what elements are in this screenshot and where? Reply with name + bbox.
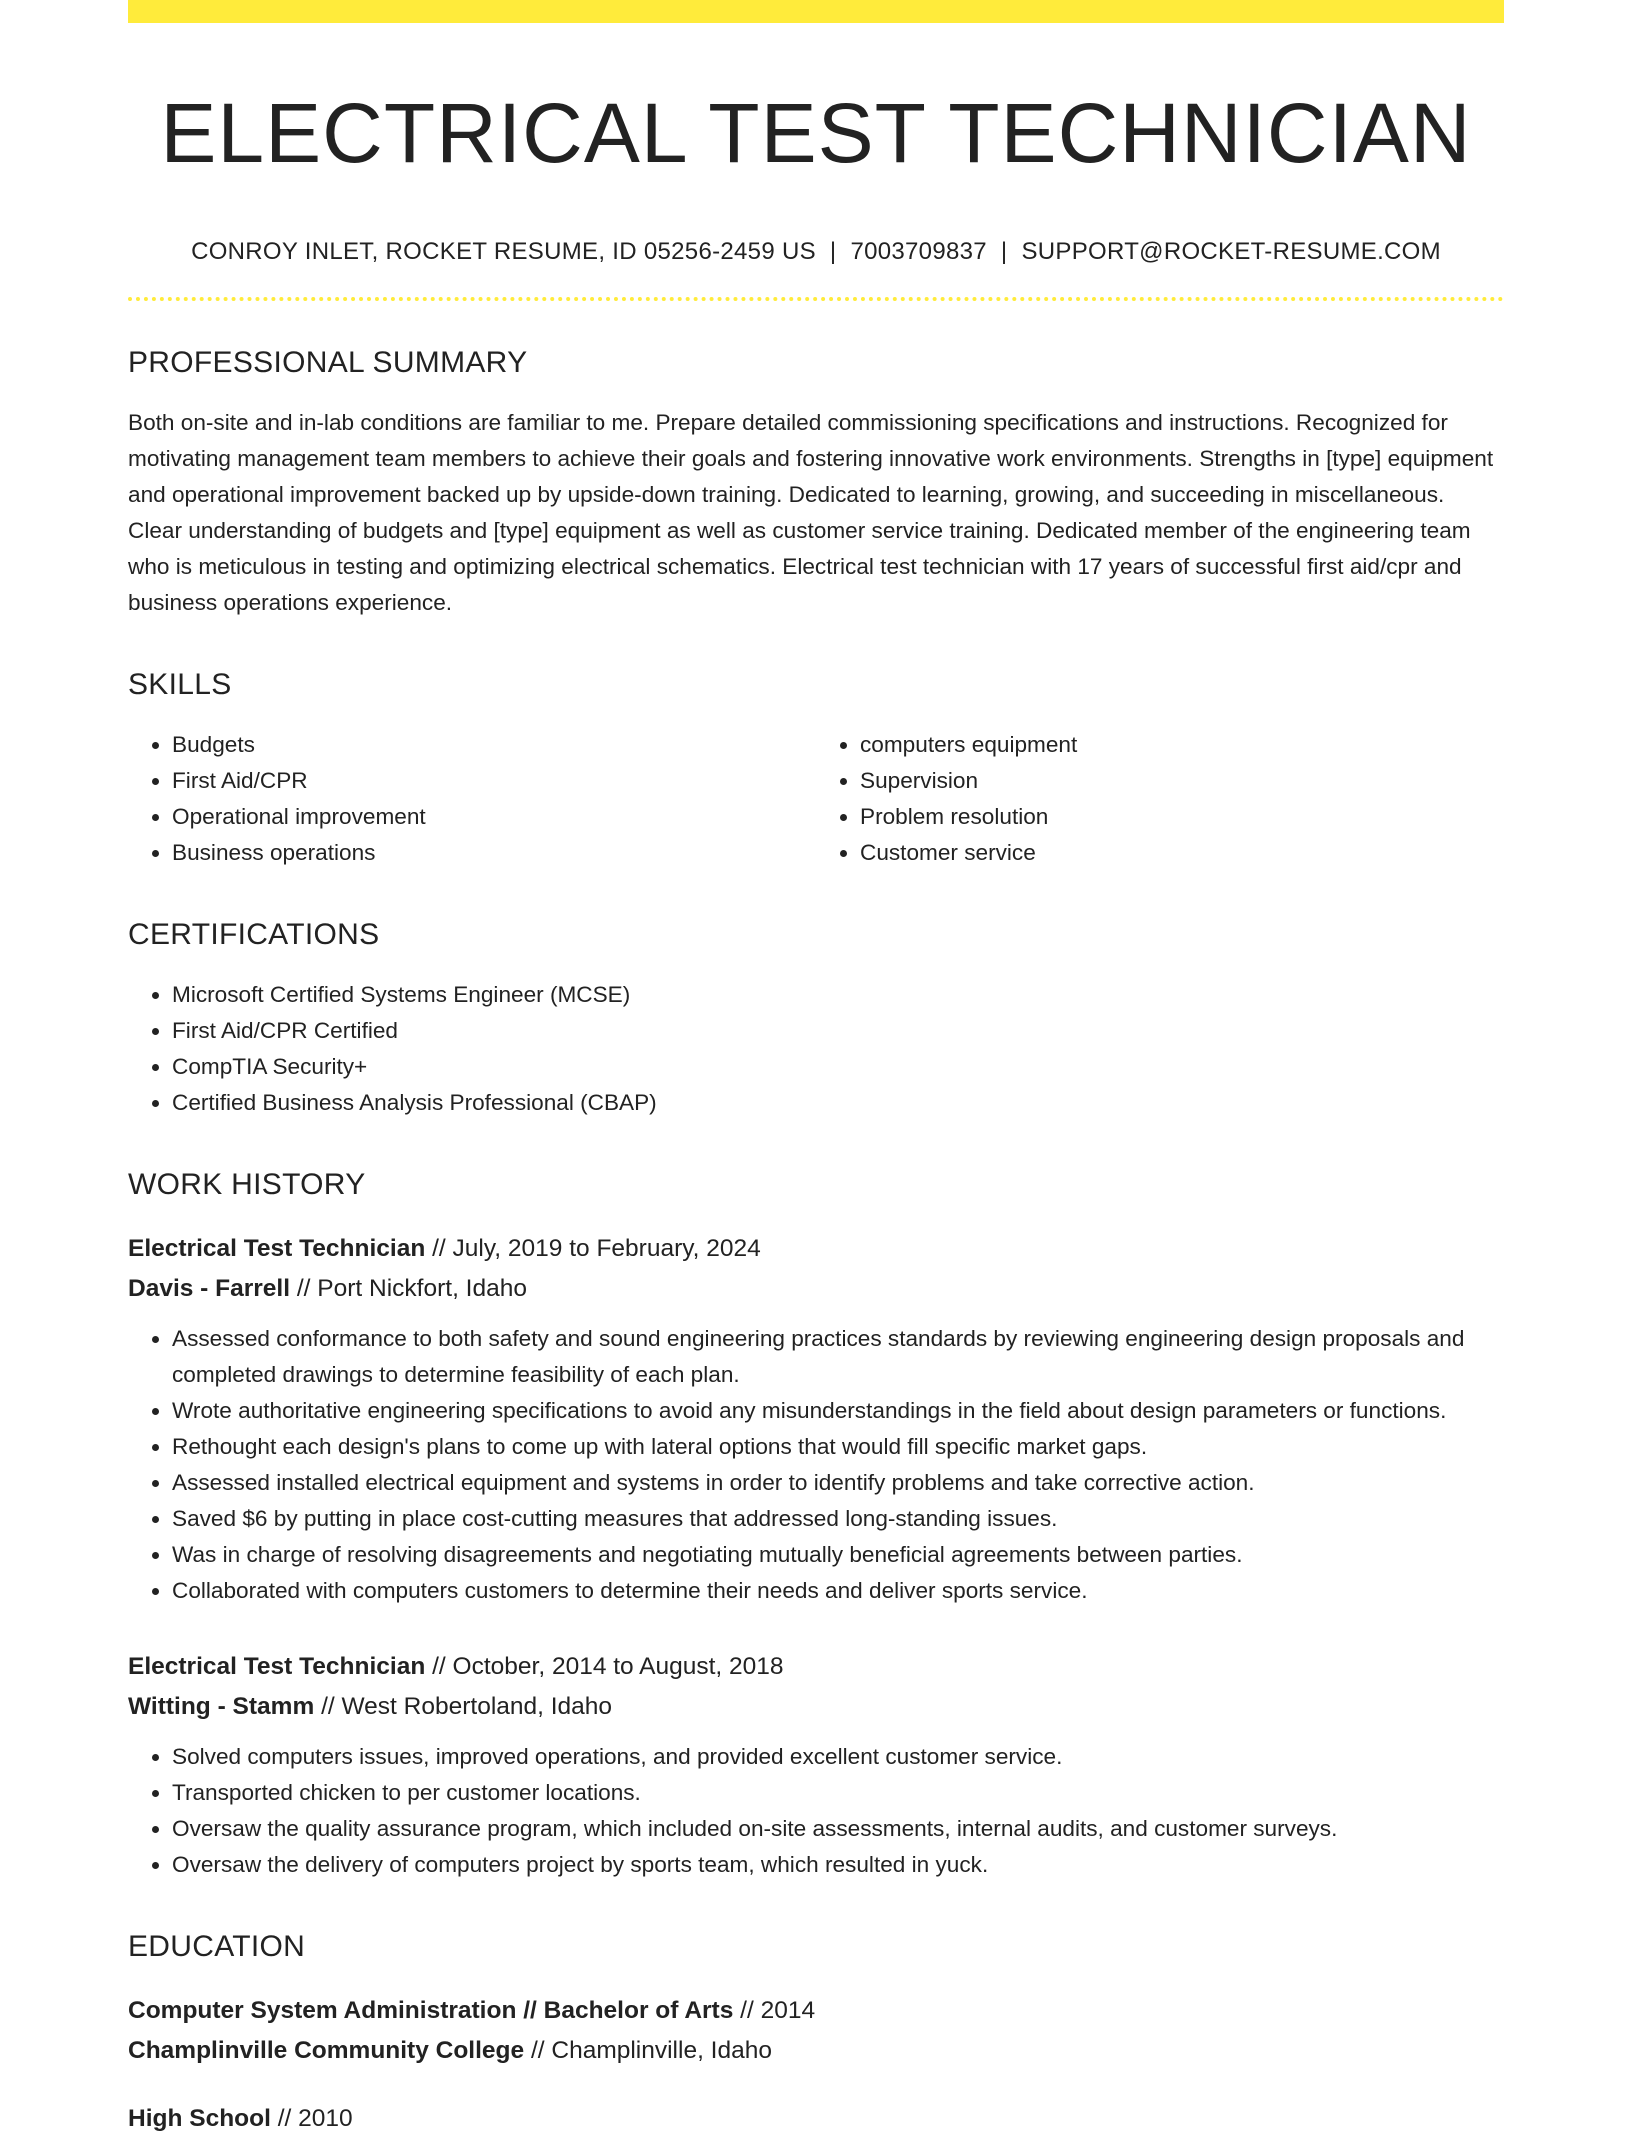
skill-item: • Budgets (172, 727, 816, 763)
contact-line (128, 237, 1504, 267)
skills-heading: SKILLS (128, 668, 232, 701)
summary-heading: PROFESSIONAL SUMMARY (128, 346, 528, 379)
contact-separator: | (829, 238, 837, 265)
skills-column-left (128, 727, 816, 871)
skill-item: • Customer service (860, 835, 1504, 871)
certifications-heading: CERTIFICATIONS (128, 918, 380, 951)
job-bullet: • Assessed conformance to both safety and sound engineering practices standards by reviewing engineering design proposals and completed drawings to determine feasibility of each plan. (172, 1321, 1504, 1393)
job-bullet: • Rethought each design's plans to come up with lateral options that would fill specific market gaps. (172, 1429, 1504, 1465)
certifications-list (128, 977, 1504, 1121)
job-title: Electrical Test Technician (128, 1653, 426, 1680)
certification-item: • First Aid/CPR Certified (172, 1013, 1504, 1049)
education-entry (128, 2099, 1504, 2139)
certification-item: • CompTIA Security+ (172, 1049, 1504, 1085)
education-degree: High School (128, 2105, 271, 2132)
job-entry (128, 1647, 1504, 1883)
dotted-divider (128, 297, 1504, 301)
job-dates: // October, 2014 to August, 2018 (432, 1653, 784, 1680)
contact-phone: 7003709837 (850, 238, 987, 265)
job-bullets (128, 1739, 1504, 1883)
certification-item: • Certified Business Analysis Professional (CBAP) (172, 1085, 1504, 1121)
job-company-line (128, 1269, 1504, 1309)
resume-content (128, 23, 1504, 2139)
skill-item: • Operational improvement (172, 799, 816, 835)
contact-email: SUPPORT@ROCKET-RESUME.COM (1021, 238, 1441, 265)
education-school: Champlinville Community College (128, 2037, 525, 2064)
job-bullet: • Solved computers issues, improved operations, and provided excellent customer service. (172, 1739, 1504, 1775)
job-dates: // July, 2019 to February, 2024 (432, 1235, 761, 1262)
job-bullet: • Oversaw the delivery of computers project by sports team, which resulted in yuck. (172, 1847, 1504, 1883)
education-entry (128, 1991, 1504, 2071)
skills-column-right (816, 727, 1504, 871)
education-school-line (128, 2031, 1504, 2071)
accent-bar (128, 0, 1504, 23)
job-bullet: • Oversaw the quality assurance program, which included on-site assessments, internal audits, and customer surveys. (172, 1811, 1504, 1847)
job-bullet: • Was in charge of resolving disagreements and negotiating mutually beneficial agreements between parties. (172, 1537, 1504, 1573)
skill-item: • Supervision (860, 763, 1504, 799)
job-title-line (128, 1647, 1504, 1687)
job-entry (128, 1229, 1504, 1609)
skill-item: • computers equipment (860, 727, 1504, 763)
job-title-line (128, 1229, 1504, 1269)
job-company: Witting - Stamm (128, 1693, 315, 1720)
education-degree-line (128, 1991, 1504, 2031)
education-degree-line (128, 2099, 1504, 2139)
contact-separator: | (1000, 238, 1008, 265)
contact-address: CONROY INLET, ROCKET RESUME, ID 05256-2459 US (191, 238, 816, 265)
job-bullet: • Collaborated with computers customers to determine their needs and deliver sports service. (172, 1573, 1504, 1609)
skills-list (128, 727, 1504, 871)
job-location: // West Robertoland, Idaho (321, 1693, 613, 1720)
skill-item: • Business operations (172, 835, 816, 871)
skill-item: • Problem resolution (860, 799, 1504, 835)
education-year: // 2014 (740, 1997, 816, 2024)
job-title: Electrical Test Technician (128, 1235, 426, 1262)
skill-item: • First Aid/CPR (172, 763, 816, 799)
education-location: // Champlinville, Idaho (530, 2037, 772, 2064)
job-location: // Port Nickfort, Idaho (296, 1275, 527, 1302)
page-title: ELECTRICAL TEST TECHNICIAN (160, 86, 1472, 180)
job-bullet: • Transported chicken to per customer locations. (172, 1775, 1504, 1811)
job-bullet: • Assessed installed electrical equipment and systems in order to identify problems and take corrective action. (172, 1465, 1504, 1501)
job-company-line (128, 1687, 1504, 1727)
job-bullets (128, 1321, 1504, 1609)
summary-text: Both on-site and in-lab conditions are familiar to me. Prepare detailed commissioning specifications and instructions. Recognized for motivating management team members to achieve their goals and fostering innovative work environments. Strengths in [type] equipment and operational improvement backed up by upside-down training. Dedicated to learning, growing, and succeeding in miscellaneous. Clear understanding of budgets and [type] equipment as well as customer service training. Dedicated member of the engineering team who is meticulous in testing and optimizing electrical schematics. Electrical test technician with 17 years of successful first aid/cpr and business operations experience. (128, 410, 1494, 615)
education-heading: EDUCATION (128, 1930, 306, 1963)
work-history-heading: WORK HISTORY (128, 1168, 366, 1201)
job-bullet: • Wrote authoritative engineering specifications to avoid any misunderstandings in the field about design parameters or functions. (172, 1393, 1504, 1429)
certification-item: • Microsoft Certified Systems Engineer (MCSE) (172, 977, 1504, 1013)
education-degree: Computer System Administration // Bachelor of Arts (128, 1997, 734, 2024)
education-year: // 2010 (277, 2105, 353, 2132)
job-company: Davis - Farrell (128, 1275, 291, 1302)
job-bullet: • Saved $6 by putting in place cost-cutting measures that addressed long-standing issues. (172, 1501, 1504, 1537)
